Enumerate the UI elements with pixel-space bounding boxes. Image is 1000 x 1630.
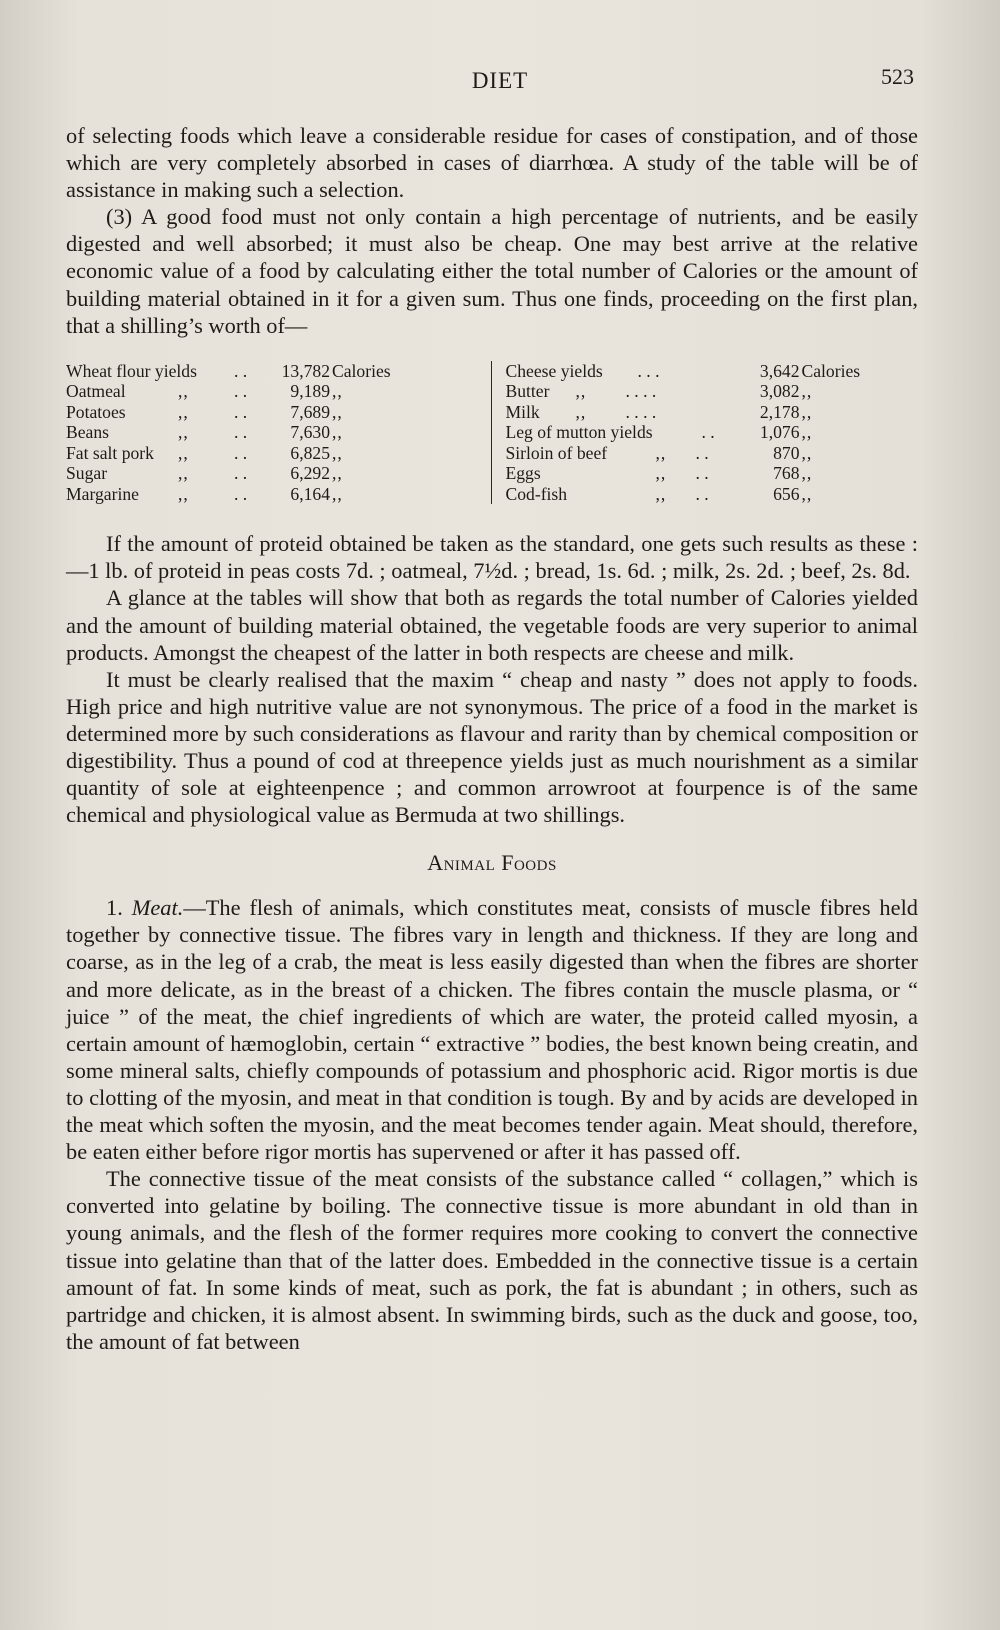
- table-row: [506, 463, 919, 484]
- calorie-value: 9,189: [290, 381, 330, 402]
- leader-dots: . .: [234, 422, 248, 443]
- food-name: Oatmeal: [66, 381, 126, 402]
- ditto-mark: ,,: [655, 463, 667, 484]
- section-heading: [66, 850, 918, 876]
- calorie-value: 870: [773, 442, 800, 463]
- table-row: [506, 443, 919, 464]
- leader-dots: . .: [234, 381, 248, 402]
- ditto-mark: ,,: [332, 442, 343, 463]
- page-number: 523: [881, 64, 914, 89]
- leader-dots: . .: [234, 360, 248, 381]
- ditto-mark: ,,: [332, 401, 343, 422]
- leader-dots: . .: [234, 483, 248, 504]
- ditto-mark: ,,: [801, 401, 813, 422]
- table-row: [66, 422, 479, 443]
- table-row: [66, 463, 479, 484]
- ditto-mark: ,,: [332, 463, 343, 484]
- food-name: Fat salt pork: [66, 442, 154, 463]
- paragraph-meat: [66, 894, 918, 1165]
- table-row: [66, 484, 479, 505]
- unit-label: Calories: [332, 360, 391, 381]
- paragraph-5: It must be clearly realised that the maxim “ cheap and nasty ” does not apply to foods. High price and high nutritive value are not synonymous. The price of a food in the market is determined more by such considerations as flavour and rarity than by chemical composition or digestibility. Thus a pound of cod at threepence yields just as much nourishment as a similar quantity of sole at eighteenpence ; and common arrowroot at fourpence is of the same chemical and physiological value as Bermuda at two shillings.: [66, 666, 918, 828]
- calorie-value: 3,642: [759, 360, 800, 381]
- ditto-mark: ,,: [801, 422, 813, 443]
- food-name: Cheese yields: [505, 360, 603, 381]
- calorie-value: 2,178: [759, 401, 800, 422]
- food-name: Butter: [505, 381, 550, 402]
- calorie-value: 7,630: [290, 422, 330, 443]
- table-row: [506, 381, 919, 402]
- leader-dots: . .: [695, 442, 709, 463]
- table-row: [506, 484, 919, 505]
- ditto-mark: ,,: [801, 483, 813, 504]
- calorie-value: 768: [773, 463, 800, 484]
- ditto-mark: ,,: [575, 401, 587, 422]
- paragraph-1: of selecting foods which leave a considerable residue for cases of constipation, and of those which are very completely absorbed in cases of diarrhœa. A study of the table will be of assistance in making such a selection.: [66, 123, 918, 203]
- calorie-value: 6,292: [290, 463, 330, 484]
- calorie-value: 13,782: [281, 360, 330, 381]
- food-name: Beans: [66, 422, 109, 443]
- food-name: Leg of mutton yields: [505, 422, 653, 443]
- ditto-mark: ,,: [655, 442, 667, 463]
- ditto-mark: ,,: [801, 381, 813, 402]
- paragraph-3: If the amount of proteid obtained be taken as the standard, one gets such results as these :—1 lb. of proteid in peas costs 7d. ; oatmeal, 7½d. ; bread, 1s. 6d. ; milk, 2s. 2d. ; beef, 2s. 8d.: [66, 531, 918, 584]
- table-row: [66, 361, 479, 382]
- table-row: [66, 402, 479, 423]
- ditto-mark: ,,: [178, 401, 189, 422]
- page-header: [0, 64, 1000, 104]
- table-row: [66, 443, 479, 464]
- calorie-value: 7,689: [290, 401, 330, 422]
- running-title: DIET: [471, 68, 529, 93]
- leader-dots: . . . .: [625, 401, 657, 422]
- food-name: Sirloin of beef: [505, 442, 608, 463]
- ditto-mark: ,,: [801, 463, 813, 484]
- calorie-value: 1,076: [759, 422, 800, 443]
- unit-label: Calories: [801, 360, 861, 381]
- calorie-value: 6,164: [290, 483, 330, 504]
- ditto-mark: ,,: [655, 483, 667, 504]
- meat-paragraph-text: —The flesh of animals, which constitutes meat, consists of muscle fibres held together by connective tissue. The fibres vary in length and thickness. If they are long and coarse, as in the leg of a crab, the meat is less easily digested than when the fibres are shorter and more delicate, as in the breast of a chicken. The fibres contain the muscle plasma, or “ juice ” of the meat, the chief ingredients of which are water, the proteid called myosin, a certain amount of hæmoglobin, certain “ extractive ” bodies, the best known being creatin, and some mineral salts, chiefly compounds of potassium and phosphoric acid. Rigor mortis is due to clotting of the myosin, and meat in that condition is tough. By and by acids are developed in the meat which soften the myosin, and the meat becomes tender again. Meat should, therefore, be eaten either before rigor mortis has supervened or after it has passed off.: [66, 895, 918, 1165]
- ditto-mark: ,,: [178, 483, 189, 504]
- section-heading-text: Animal Foods: [427, 850, 557, 876]
- paragraph-2: (3) A good food must not only contain a high percentage of nutrients, and be easily digested and well absorbed; it must also be cheap. One may best arrive at the relative economic value of a food by calculating either the total number of Calories or the amount of building material obtained in it for a given sum. Thus one finds, proceeding on the first plan, that a shilling’s worth of—: [66, 204, 918, 338]
- ditto-mark: ,,: [178, 463, 189, 484]
- food-name: Milk: [505, 401, 540, 422]
- ditto-mark: ,,: [332, 483, 343, 504]
- leader-dots: . . . .: [625, 381, 657, 402]
- page-body: [66, 122, 918, 1355]
- calorie-value: 6,825: [290, 442, 330, 463]
- ditto-mark: ,,: [575, 381, 587, 402]
- paragraph-4: A glance at the tables will show that both as regards the total number of Calories yielded and the amount of building material obtained, the vegetable foods are very superior to animal products. Amongst the cheapest of the latter in both respects are cheese and milk.: [66, 585, 918, 665]
- leader-dots: . .: [234, 442, 248, 463]
- leader-dots: . .: [695, 463, 709, 484]
- leader-dots: . .: [695, 483, 709, 504]
- paragraph-7: The connective tissue of the meat consists of the substance called “ collagen,” which is converted into gelatine by boiling. The connective tissue is more abundant in old than in young animals, and the flesh of the former requires more cooking to convert the connective tissue into gelatine than that of the latter does. Embedded in the connective tissue is a certain amount of fat. In some kinds of meat, such as pork, the fat is abundant ; in others, such as partridge and chicken, it is almost absent. In swimming birds, such as the duck and goose, too, the amount of fat between: [66, 1166, 918, 1354]
- section-number: 1.: [106, 895, 123, 921]
- leader-dots: . . .: [637, 360, 660, 381]
- table-row: [506, 402, 919, 423]
- calorie-table: [66, 361, 918, 505]
- table-row: [506, 422, 919, 443]
- meat-term: Meat.: [131, 895, 184, 921]
- leader-dots: . .: [701, 422, 715, 443]
- ditto-mark: ,,: [332, 381, 343, 402]
- food-name: Eggs: [505, 463, 541, 484]
- ditto-mark: ,,: [801, 442, 813, 463]
- food-name: Potatoes: [66, 401, 126, 422]
- table-row: [506, 361, 919, 382]
- food-name: Margarine: [66, 483, 139, 504]
- food-name: Wheat flour yields: [66, 360, 197, 381]
- food-name: Cod-fish: [505, 483, 568, 504]
- leader-dots: . .: [234, 463, 248, 484]
- ditto-mark: ,,: [178, 442, 189, 463]
- ditto-mark: ,,: [332, 422, 343, 443]
- ditto-mark: ,,: [178, 422, 189, 443]
- food-name: Sugar: [66, 463, 108, 484]
- ditto-mark: ,,: [178, 381, 189, 402]
- calorie-value: 3,082: [759, 381, 800, 402]
- calorie-value: 656: [773, 483, 800, 504]
- table-row: [66, 381, 479, 402]
- calorie-table-left-column: [66, 361, 491, 505]
- leader-dots: . .: [234, 401, 248, 422]
- calorie-table-right-column: [491, 361, 919, 505]
